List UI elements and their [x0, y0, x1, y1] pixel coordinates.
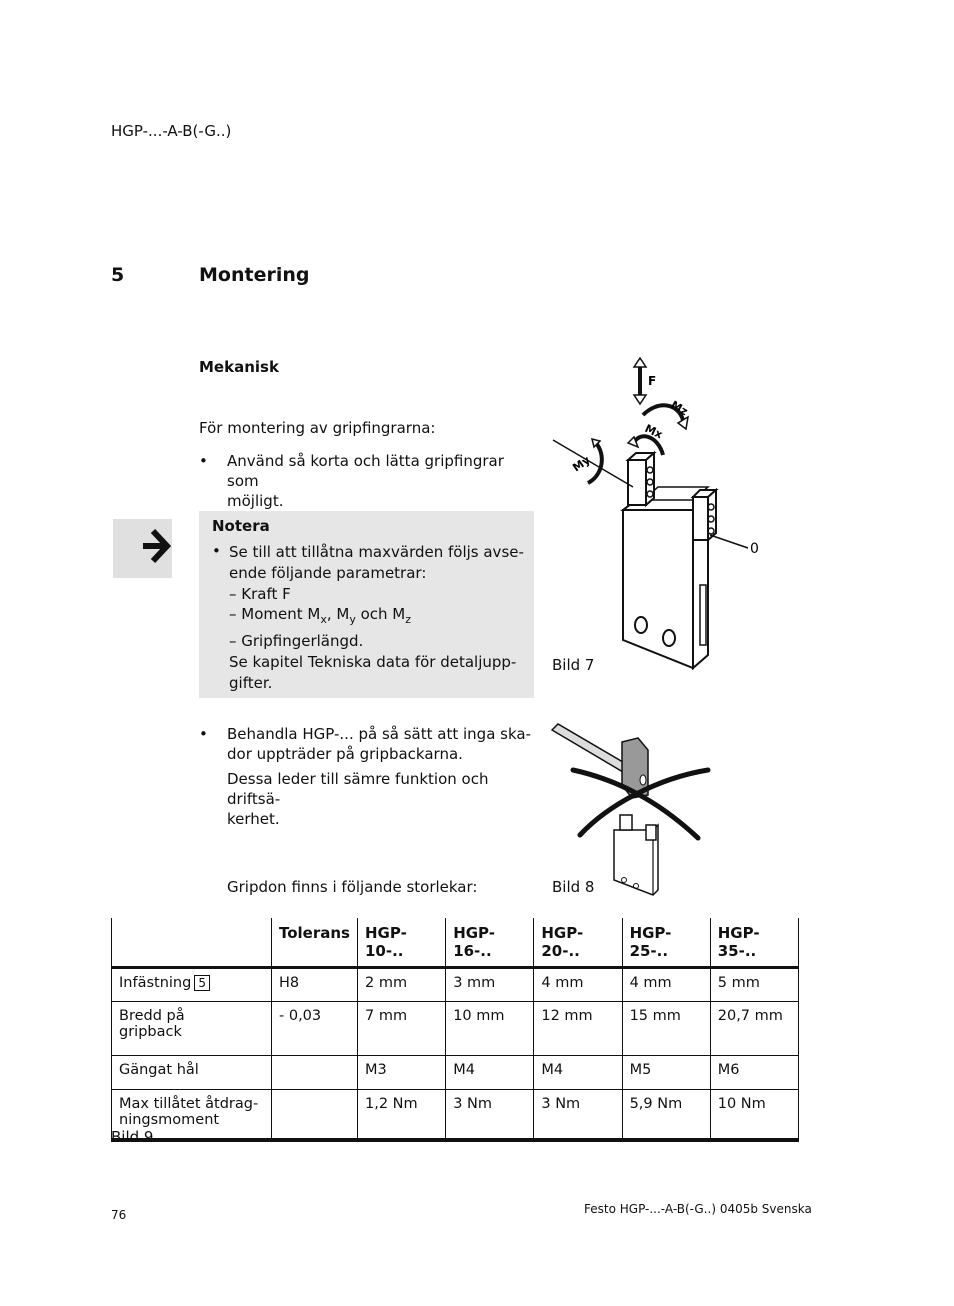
note-line: Se till att tillåtna maxvärden följs avse- — [229, 543, 524, 561]
table-cell: 10 mm — [446, 1002, 534, 1056]
table-caption: Bild 9 — [111, 1128, 154, 1146]
table-cell: H8 — [272, 968, 358, 1002]
chapter-number: 5 — [111, 264, 125, 286]
table-row — [112, 1056, 799, 1090]
section-title: Mekanisk — [199, 358, 279, 376]
note-line: – Gripfingerlängd. — [229, 632, 364, 651]
table-cell: M5 — [622, 1056, 710, 1090]
table-cell: 12 mm — [534, 1002, 622, 1056]
note-bullet: • — [212, 542, 221, 560]
table-header-cell: HGP-20-.. — [534, 918, 622, 968]
intro-text: För montering av gripfingrarna: — [199, 419, 436, 437]
table-cell — [272, 1090, 358, 1140]
bullet-marker: • — [199, 452, 208, 470]
table-header-cell: Tolerans — [272, 918, 358, 968]
figure-label-mx: Mx — [642, 421, 665, 442]
figure-caption: Bild 7 — [552, 656, 595, 674]
bullet-text-line: dor uppträder på gripbackarna. — [227, 745, 463, 763]
table-cell: 7 mm — [358, 1002, 446, 1056]
reference-number-box: 5 — [194, 975, 210, 991]
table-row-label: Bredd på gripback — [112, 1002, 272, 1056]
table-header-cell: HGP-10-.. — [358, 918, 446, 968]
table-row — [112, 968, 799, 1002]
table-header-cell: HGP-16-.. — [446, 918, 534, 968]
table-row — [112, 1002, 799, 1056]
note-line: Se kapitel Tekniska data för detaljupp- — [229, 652, 517, 671]
table-cell: - 0,03 — [272, 1002, 358, 1056]
sizes-table — [111, 918, 799, 1142]
table-cell: M3 — [358, 1056, 446, 1090]
bullet-item-handle-care — [199, 724, 539, 828]
table-header-cell — [112, 918, 272, 968]
table-cell: 2 mm — [358, 968, 446, 1002]
table-cell: 10 Nm — [710, 1090, 798, 1140]
table-cell: M4 — [534, 1056, 622, 1090]
note-body — [229, 542, 524, 694]
bullet-text-line: Dessa leder till sämre funktion och driftsä- — [227, 770, 489, 808]
table-cell: 3 Nm — [446, 1090, 534, 1140]
table-cell: 3 Nm — [534, 1090, 622, 1140]
bullet-text-line: Använd så korta och lätta gripfingrar som — [227, 452, 504, 490]
table-header-cell: HGP-35-.. — [710, 918, 798, 968]
table-row-label: Infästning 5 — [112, 968, 272, 1002]
sizes-intro-text: Gripdon finns i följande storlekar: — [227, 878, 478, 896]
table-row-label: Max tillåtet åtdrag- ningsmoment — [112, 1090, 272, 1140]
table-cell: 5 mm — [710, 968, 798, 1002]
bullet-text-line: Behandla HGP-... på så sätt att inga ska- — [227, 725, 531, 743]
note-line: gifter. — [229, 673, 273, 692]
table-header-row — [112, 918, 799, 968]
table-cell — [272, 1056, 358, 1090]
note-line-moment: – Moment $M_x$, $M_y$ och $M_z$ — [229, 605, 412, 627]
table-row — [112, 1090, 799, 1140]
bullet-marker: • — [199, 725, 208, 743]
table-cell: 15 mm — [622, 1002, 710, 1056]
page-number: 76 — [111, 1208, 127, 1222]
note-title: Notera — [212, 517, 270, 535]
note-line: – Kraft F — [229, 584, 291, 603]
table-cell: 5,9 Nm — [622, 1090, 710, 1140]
bullet-text-line: kerhet. — [227, 810, 280, 828]
footer-document-info: Festo HGP-...-A-B(-G..) 0405b Svenska — [584, 1202, 812, 1216]
bullet-text-line: möjligt. — [227, 492, 284, 510]
chapter-title: Montering — [199, 264, 310, 286]
arrow-right-icon — [113, 519, 172, 578]
table-cell: M4 — [446, 1056, 534, 1090]
note-line: ende följande parametrar: — [229, 563, 427, 582]
figure-label-mz: Mz — [668, 398, 691, 419]
table-cell: M6 — [710, 1056, 798, 1090]
document-code-header: HGP-...-A-B(-G..) — [111, 122, 232, 140]
note-arrow-box — [113, 519, 172, 578]
table-cell: 4 mm — [622, 968, 710, 1002]
note-box — [199, 511, 534, 698]
figure-label-force: F — [648, 374, 657, 388]
table-row-label: Gängat hål — [112, 1056, 272, 1090]
table-cell: 4 mm — [534, 968, 622, 1002]
figure-label-zero: 0 — [750, 541, 759, 557]
bullet-item-short-fingers — [199, 451, 539, 510]
gripper-forces-figure — [548, 355, 768, 675]
table-header-cell: HGP-25-.. — [622, 918, 710, 968]
table-cell: 3 mm — [446, 968, 534, 1002]
table-cell: 20,7 mm — [710, 1002, 798, 1056]
table-cell: 1,2 Nm — [358, 1090, 446, 1140]
figure-caption: Bild 8 — [552, 878, 595, 896]
figure-label-my: My — [570, 453, 593, 475]
